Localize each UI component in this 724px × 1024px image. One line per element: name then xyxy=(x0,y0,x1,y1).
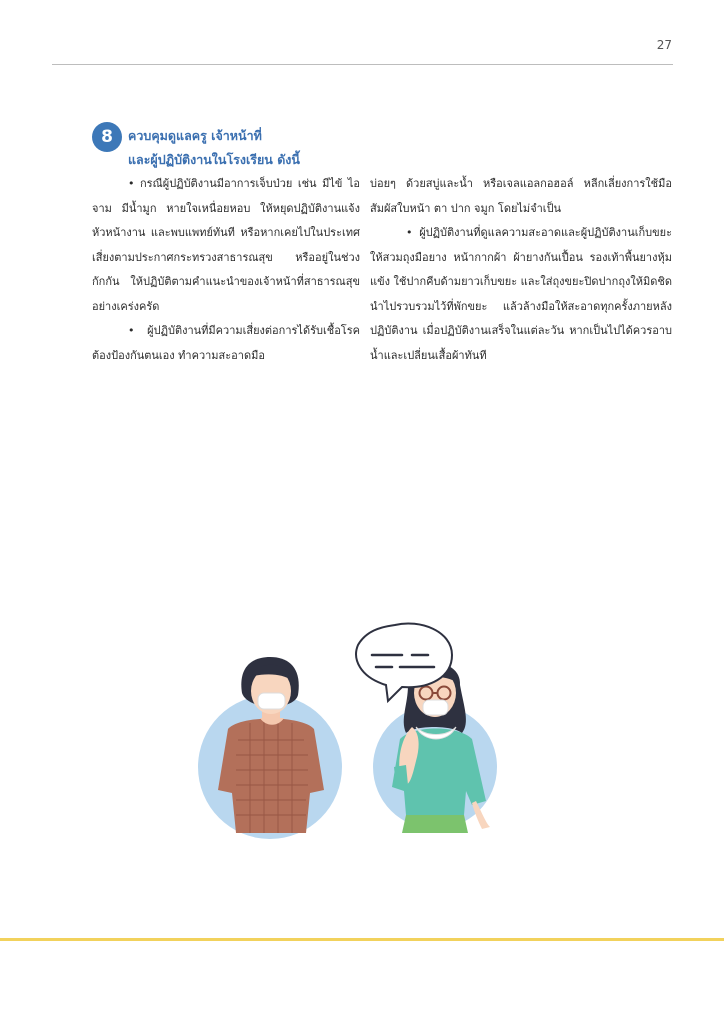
paragraph-sick-workers: • กรณีผู้ปฏิบัติงานมีอาการเจ็บป่วย เช่น มีไข้ ไอ จาม มีน้ำมูก หายใจเหนื่อยหอบ ให้หยุดปฏิบัติงานแจ้งหัวหน้างาน และพบแพทย์ทันที หรือหากเคยไปในประเทศเสี่ยงตามประกาศกระทรวงสาธารณสุข หรืออยู่ในช่วงกักกัน ให้ปฏิบัติตามคำแนะนำของเจ้าหน้าที่สาธารณสุขอย่างเคร่งครัด xyxy=(92,177,360,313)
header-rule xyxy=(52,64,673,65)
section-title-line-2: และผู้ปฏิบัติงานในโรงเรียน ดังนี้ xyxy=(128,152,300,167)
body-column-left xyxy=(92,172,360,368)
paragraph-risk-workers: • ผู้ปฏิบัติงานที่มีความเสี่ยงต่อการได้รับเชื้อโรค ต้องป้องกันตนเอง ทำความสะอาดมือ xyxy=(92,324,360,362)
footer-rule xyxy=(0,938,724,941)
left-woman-figure xyxy=(218,657,324,833)
section-title xyxy=(128,124,378,172)
two-masked-women-illustration xyxy=(190,615,510,845)
page-number: 27 xyxy=(656,38,672,52)
paragraph-cleaning-workers: • ผู้ปฏิบัติงานที่ดูแลความสะอาดและผู้ปฏิบัติงานเก็บขยะให้สวมถุงมือยาง หน้ากากผ้า ผ้ายางกันเปื้อน รองเท้าพื้นยางหุ้มแข้ง ใช้ปากคีบด้ามยาวเก็บขยะ และใส่ถุงขยะปิดปากถุงให้มิดชิด นำไปรวบรวมไว้ที่พักขยะ แล้วล้างมือให้สะอาดทุกครั้งภายหลังปฏิบัติงาน เมื่อปฏิบัติงานเสร็จในแต่ละวัน หากเป็นไปได้ควรอาบน้ำและเปลี่ยนเสื้อผ้าทันที xyxy=(370,226,672,362)
body-column-right xyxy=(370,172,672,368)
paragraph-risk-workers-continued: บ่อยๆ ด้วยสบู่และน้ำ หรือเจลแอลกอฮอล์ หลีกเลี่ยงการใช้มือสัมผัสใบหน้า ตา ปาก จมูก โดยไม่จำเป็น xyxy=(370,177,672,215)
section-number-badge: 8 xyxy=(92,122,122,152)
section-title-line-1: ควบคุมดูแลครู เจ้าหน้าที่ xyxy=(128,128,262,143)
